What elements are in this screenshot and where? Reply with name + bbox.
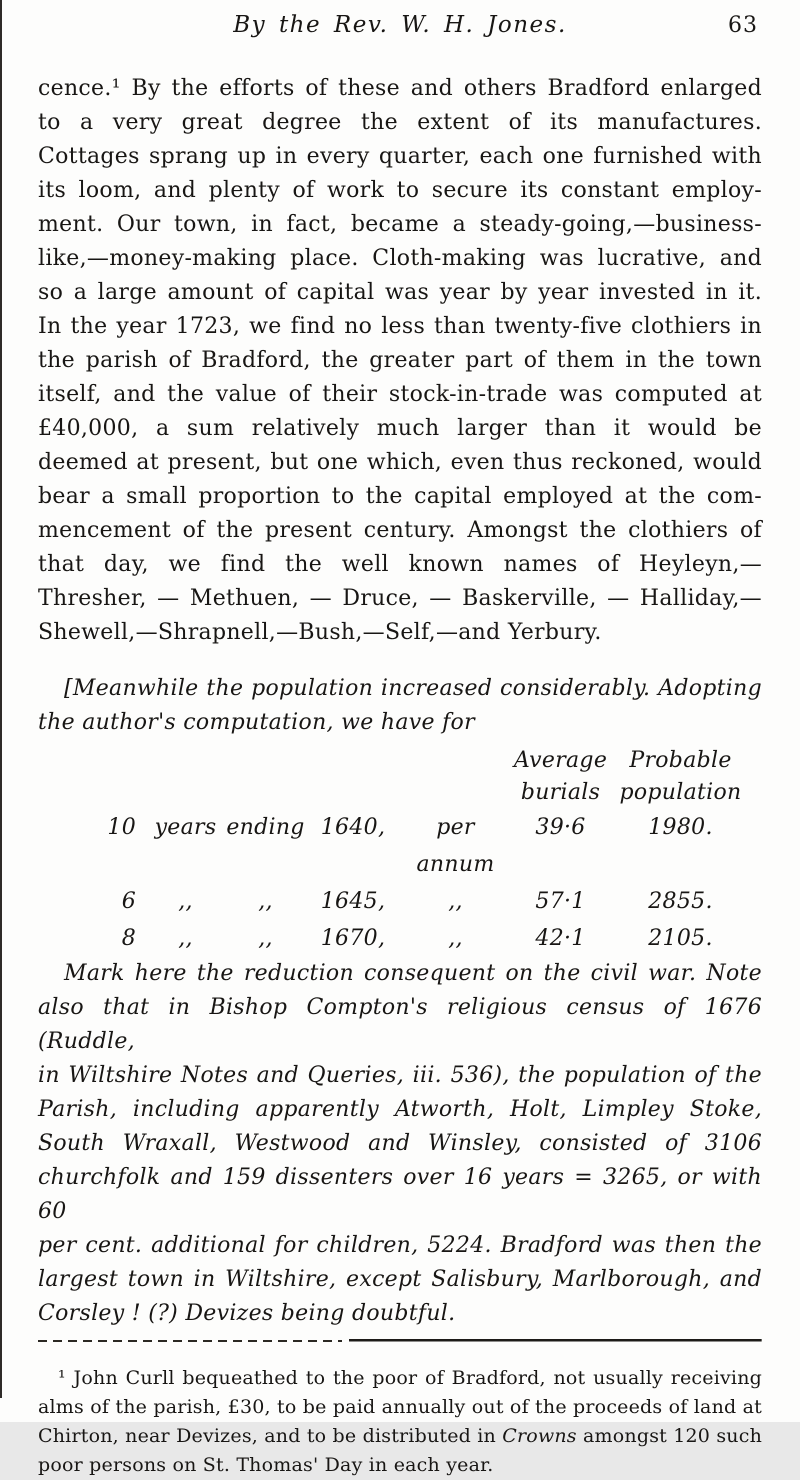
table-cell: 42·1 (535, 926, 586, 951)
editor-note-paragraph (38, 957, 762, 1331)
footnote-separator-rule (38, 1339, 762, 1342)
text-line: churchfolk and 159 dissenters over 16 years = 3265, or with 60 (38, 1165, 762, 1224)
page-content (38, 72, 762, 1480)
column-header-average-burials (513, 745, 608, 809)
column-header-line: burials (520, 780, 601, 805)
table-header-spacer (78, 745, 513, 809)
column-header-line: Probable (629, 748, 732, 773)
text-line: Shewell,—Shrapnell,—Bush,—Self,—and Yerbury. (38, 620, 602, 645)
text-line: Mark here the reduction consequent on the civil war. Note (64, 961, 762, 986)
table-cell: 1645, (320, 889, 386, 914)
text-line: deemed at present, but one which, even thus reckoned, would (38, 450, 762, 475)
table-cell: 8 (121, 926, 136, 951)
text-line: cence.¹ By the efforts of these and others Bradford enlarged (38, 76, 762, 101)
table-cell: years (154, 815, 217, 840)
editor-intro-paragraph (38, 672, 762, 740)
column-header-probable-population (608, 745, 753, 809)
text-line: £40,000, a sum relatively much larger than it would be (38, 416, 762, 441)
text-line: itself, and the value of their stock-in-trade was computed at (38, 382, 762, 407)
table-cell: per annum (416, 815, 495, 877)
table-header-row (78, 745, 762, 809)
text-line: alms of the parish, £30, to be paid annually out of the proceeds of land at (38, 1396, 762, 1418)
table-cell: 2105. (648, 926, 713, 951)
text-line: that day, we find the well known names of Heyleyn,— (38, 552, 762, 577)
text-line: the parish of Bradford, the greater part of them in the town (38, 348, 762, 373)
text-line: bear a small proportion to the capital employed at the com- (38, 484, 762, 509)
table-cell: 2855. (648, 889, 713, 914)
table-cell: 57·1 (535, 889, 586, 914)
table-cell: ,, (258, 926, 273, 951)
text-line: ¹ John Curll bequeathed to the poor of Bradford, not usually receiving (58, 1367, 762, 1389)
table-cell: ,, (178, 926, 193, 951)
table-cell: 1980. (648, 815, 713, 840)
text-line (38, 1422, 762, 1451)
text-line: to a very great degree the extent of its manufactures. (38, 110, 762, 135)
body-paragraph (38, 72, 762, 650)
table-cell: ,, (258, 889, 273, 914)
text-line: Cottages sprang up in every quarter, each one furnished with (38, 144, 762, 169)
text-line: the author's computation, we have for (38, 710, 475, 735)
page-number: 63 (728, 13, 758, 38)
table-row (78, 883, 762, 920)
text-line: South Wraxall, Westwood and Winsley, consisted of 3106 (38, 1131, 762, 1156)
table-cell: ,, (448, 889, 463, 914)
footnote-italic-word: Crowns (502, 1425, 577, 1447)
text-line: so a large amount of capital was year by year invested in it. (38, 280, 762, 305)
scan-edge-line (0, 0, 2, 1398)
text-line: also that in Bishop Compton's religious census of 1676 (Ruddle, (38, 995, 762, 1054)
footnote-text-segment: amongst 120 such (576, 1425, 763, 1447)
table-cell: 10 (107, 815, 136, 840)
text-line: like,—money-making place. Cloth-making was lucrative, and (38, 246, 762, 271)
table-cell: 6 (121, 889, 136, 914)
text-line: In the year 1723, we find no less than twenty-five clothiers in (38, 314, 762, 339)
table-row (78, 920, 762, 957)
text-line: mencement of the present century. Amongst the clothiers of (38, 518, 762, 543)
text-line: its loom, and plenty of work to secure its constant employ- (38, 178, 762, 203)
text-line: Corsley ! (?) Devizes being doubtful. (38, 1301, 456, 1326)
text-line: poor persons on St. Thomas' Day in each year. (38, 1454, 494, 1476)
text-line: in Wiltshire Notes and Queries, iii. 536), the population of the (38, 1063, 762, 1088)
column-header-line: population (619, 780, 742, 805)
text-line: Thresher, — Methuen, — Druce, — Baskerville, — Halliday,— (38, 586, 762, 611)
table-cell: 39·6 (535, 815, 586, 840)
column-header-line: Average (513, 748, 608, 773)
text-line: largest town in Wiltshire, except Salisbury, Marlborough, and (38, 1267, 762, 1292)
page-header (38, 12, 762, 46)
table-cell: ending (226, 815, 305, 840)
table-cell: 1640, (320, 815, 386, 840)
population-table (38, 745, 762, 957)
text-line: per cent. additional for children, 5224. Bradford was then the (38, 1233, 762, 1258)
text-line: ment. Our town, in fact, became a steady-going,—business- (38, 212, 762, 237)
text-line: Parish, including apparently Atworth, Holt, Limpley Stoke, (38, 1097, 762, 1122)
table-cell: 1670, (320, 926, 386, 951)
table-cell: ,, (448, 926, 463, 951)
running-title: By the Rev. W. H. Jones. (233, 12, 567, 38)
table-row (78, 809, 762, 883)
text-line: [Meanwhile the population increased considerably. Adopting (64, 676, 762, 701)
footnote (38, 1364, 762, 1480)
table-cell: ,, (178, 889, 193, 914)
footnote-text-segment: Chirton, near Devizes, and to be distributed in (38, 1425, 503, 1447)
